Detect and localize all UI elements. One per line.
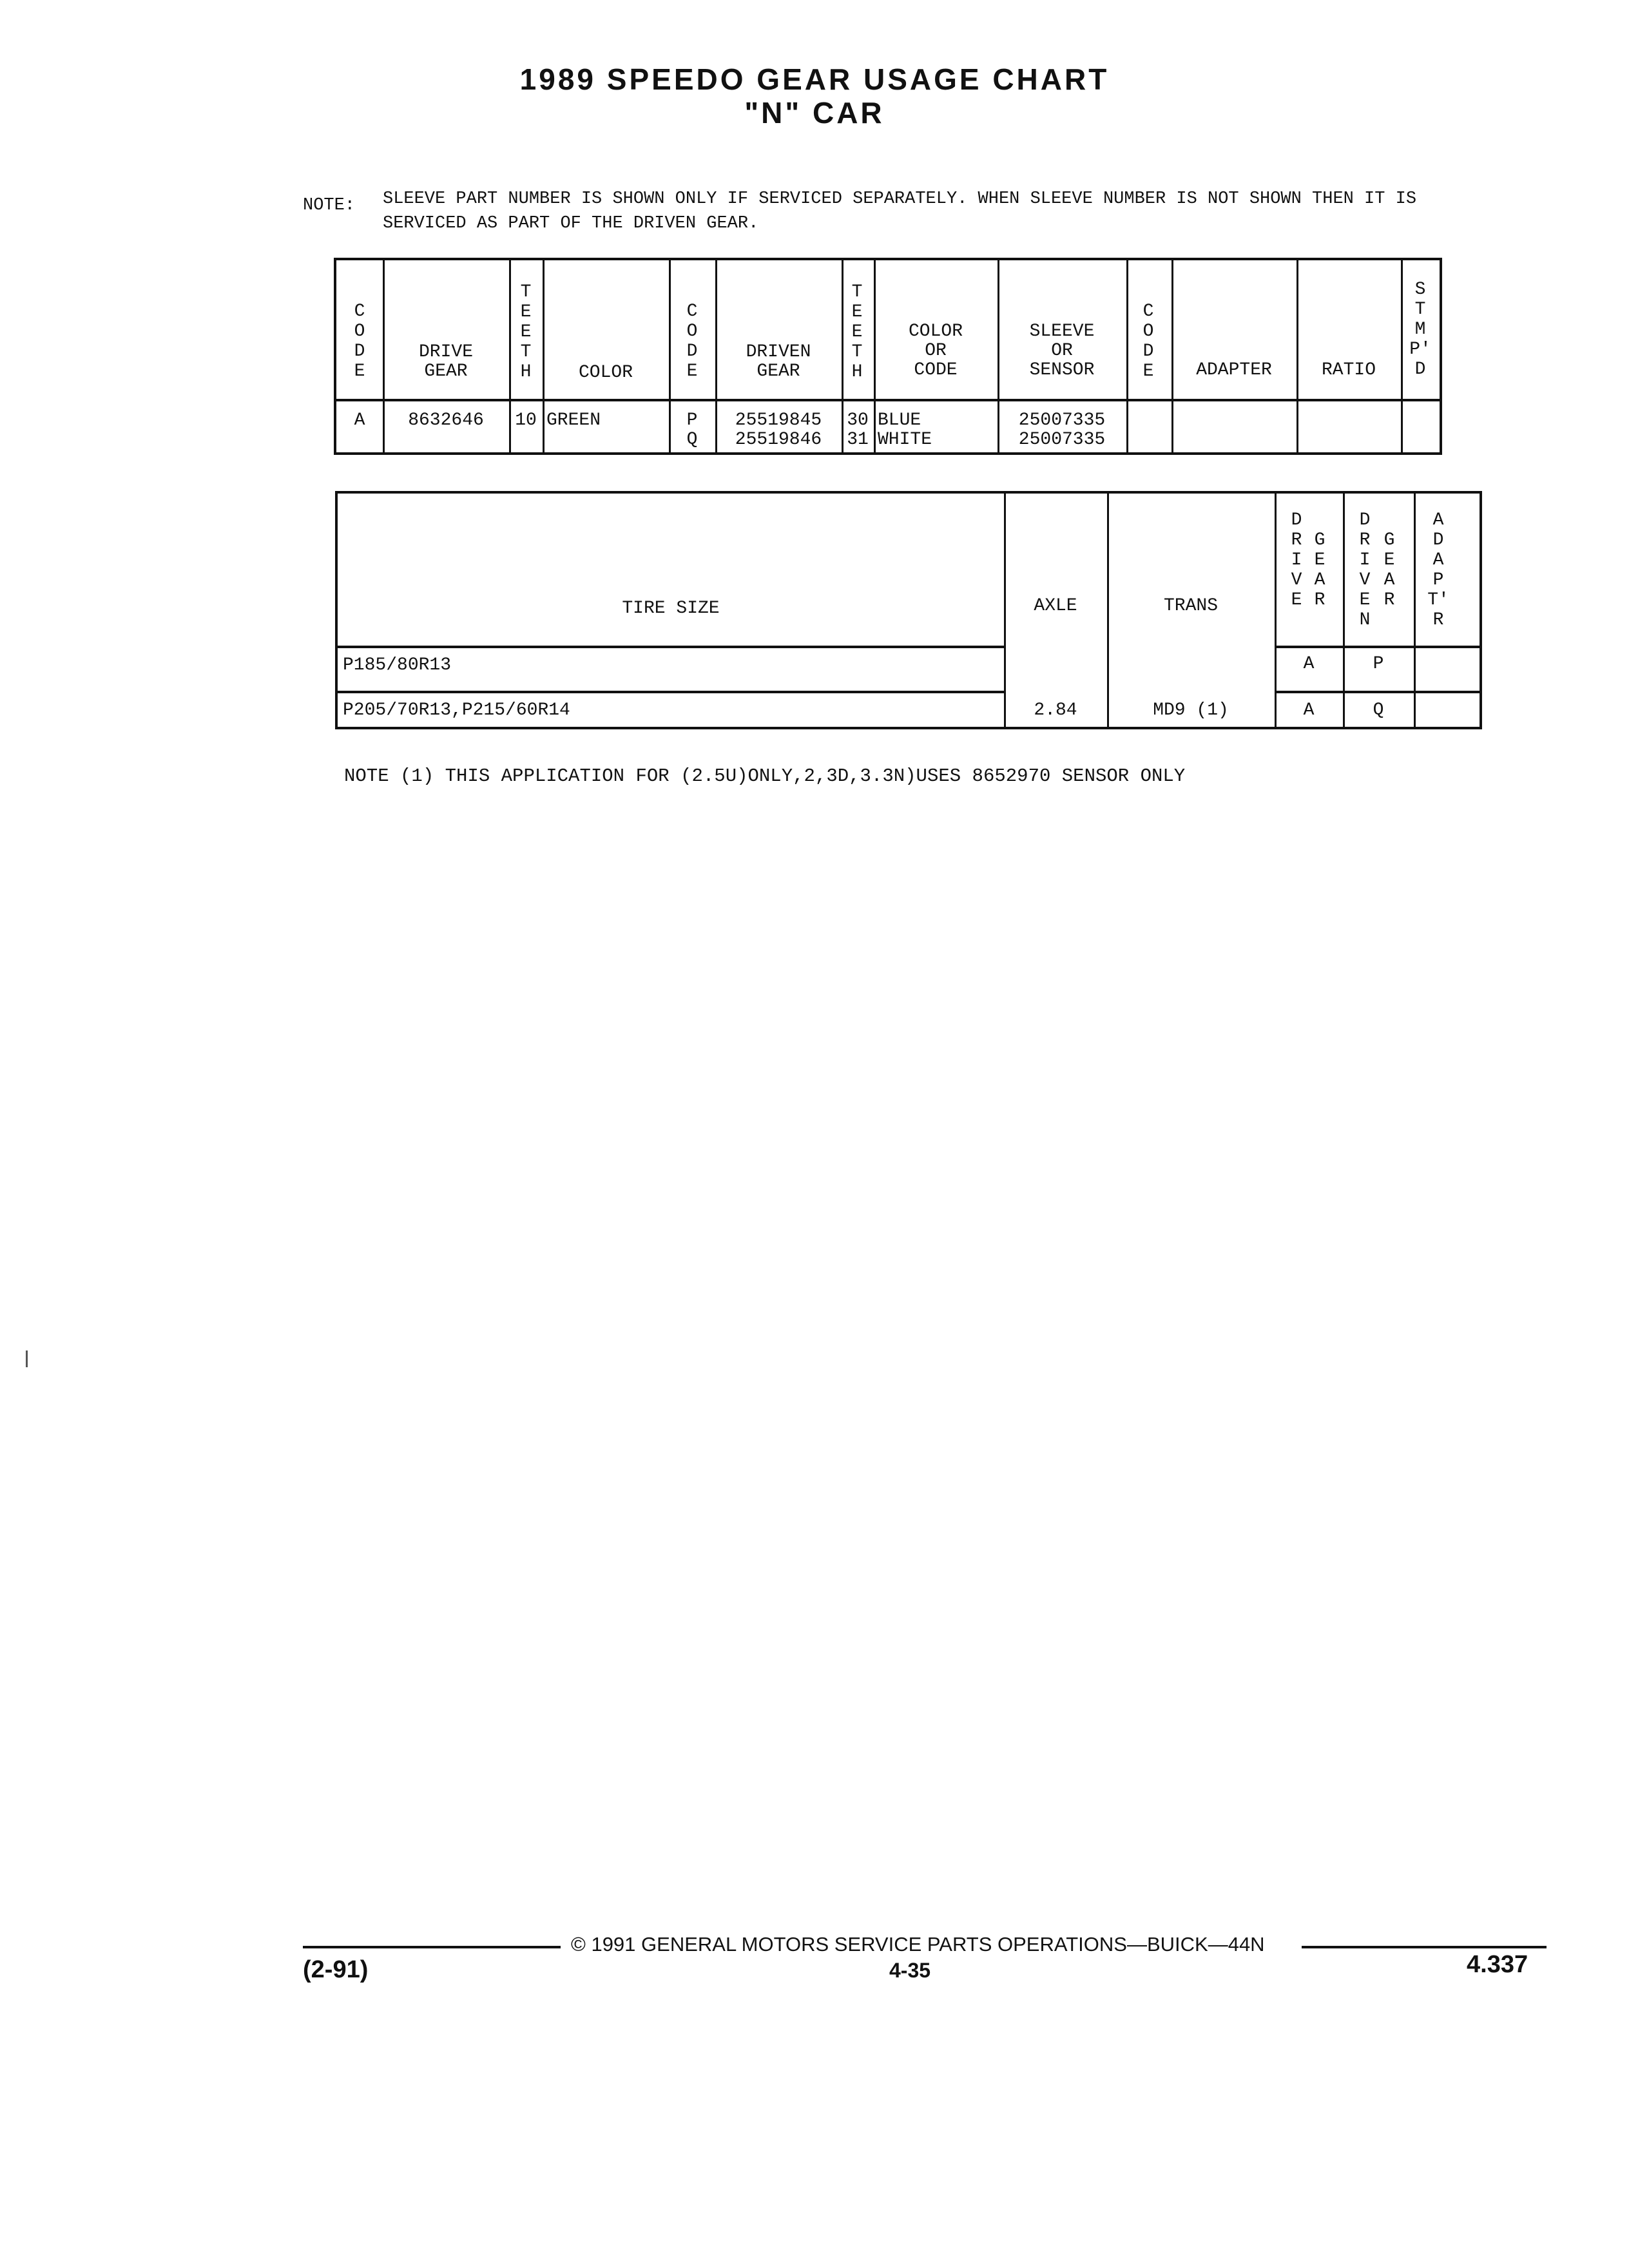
note-line-1: SLEEVE PART NUMBER IS SHOWN ONLY IF SERVICED SEPARATELY. WHEN SLEEVE NUMBER IS NOT SHOWN THEN IT IS <box>383 189 1417 209</box>
usage-table <box>335 491 1482 729</box>
hdr-letter: C <box>354 302 365 322</box>
adapter-letter: R <box>1432 610 1444 630</box>
driven-code: Q <box>686 430 698 450</box>
stmpd-letter: M <box>1414 320 1426 340</box>
row-code: A <box>354 410 365 430</box>
gear-letter: A <box>1314 570 1325 590</box>
driven-teeth: 30 <box>847 410 869 430</box>
header-coc-line3: CODE <box>914 360 958 380</box>
row-drive-gear: 8632646 <box>408 410 484 430</box>
driven-letter: R <box>1359 530 1371 550</box>
hdr-letter: E <box>520 322 532 342</box>
gear-table-header-rule <box>336 399 1440 401</box>
header-code-3 <box>1135 302 1161 381</box>
adapter-letter: A <box>1432 550 1444 570</box>
page-subtitle: "N" CAR <box>744 96 885 130</box>
driven-row-1: P <box>1373 654 1384 674</box>
sleeve-number: 25007335 <box>1018 410 1106 430</box>
hdr-letter: O <box>354 322 365 341</box>
driven-code: P <box>686 410 698 430</box>
col-divider <box>1126 260 1128 452</box>
row-divider <box>338 646 1004 648</box>
footer-date: (2-91) <box>303 1956 369 1983</box>
footer-page-center: 4-35 <box>889 1959 931 1982</box>
drive-letter: D <box>1291 510 1302 530</box>
row-driven-teeth <box>842 411 874 450</box>
header-drive-gear <box>383 343 509 381</box>
hdr-letter: C <box>686 302 698 322</box>
hdr-letter: E <box>1142 361 1154 381</box>
drive-row-2: A <box>1303 700 1315 720</box>
hdr-letter: T <box>851 282 863 302</box>
row-sleeves <box>998 411 1126 450</box>
header-driven-gear-a <box>1352 510 1378 630</box>
header-drive-gear-b <box>1307 530 1333 610</box>
header-adapter <box>1425 510 1451 630</box>
header-tire-size: TIRE SIZE <box>622 599 720 619</box>
header-driven-gear-line1: DRIVEN <box>746 342 811 362</box>
header-teeth <box>513 282 539 382</box>
footer-rule-left <box>303 1946 561 1948</box>
gear-letter: E <box>1383 550 1395 570</box>
header-coc-line1: COLOR <box>908 322 963 341</box>
note-text <box>383 187 1607 236</box>
gear-letter: E <box>1314 550 1325 570</box>
driven-letter: V <box>1359 570 1371 590</box>
stmpd-letter: T <box>1414 300 1426 320</box>
note-label: NOTE: <box>303 196 356 215</box>
header-coc-line2: OR <box>925 341 947 361</box>
scan-mark <box>26 1350 28 1367</box>
header-teeth-2 <box>844 282 870 382</box>
header-color-or-code <box>874 322 998 380</box>
driven-gear: 25519846 <box>735 430 822 450</box>
footer-rule-right <box>1302 1946 1547 1948</box>
hdr-letter: E <box>354 361 365 381</box>
hdr-letter: E <box>851 322 863 342</box>
drive-letter: R <box>1291 530 1302 550</box>
header-axle: AXLE <box>1034 596 1077 616</box>
header-adapter: ADAPTER <box>1196 360 1272 380</box>
gear-letter: A <box>1383 570 1395 590</box>
hdr-letter: E <box>851 302 863 322</box>
header-driven-gear <box>715 343 842 381</box>
header-color: COLOR <box>578 363 633 383</box>
tire-size-row-2: P205/70R13,P215/60R14 <box>343 700 570 720</box>
drive-row-1: A <box>1303 654 1315 674</box>
header-sleeve-line1: SLEEVE <box>1029 322 1095 341</box>
header-sleeve-or-sensor <box>998 322 1126 380</box>
hdr-letter: H <box>520 362 532 382</box>
drive-letter: E <box>1291 590 1302 610</box>
tire-size-row-1: P185/80R13 <box>343 655 452 675</box>
col-divider <box>1401 260 1403 452</box>
hdr-letter: H <box>851 362 863 382</box>
header-sleeve-line2: OR <box>1051 341 1073 361</box>
col-divider <box>543 260 545 452</box>
hdr-letter: C <box>1142 302 1154 322</box>
hdr-letter: T <box>520 342 532 362</box>
axle-value: 2.84 <box>1034 700 1077 720</box>
note-line-2: SERVICED AS PART OF THE DRIVEN GEAR. <box>383 214 759 233</box>
row-divider <box>338 691 1004 693</box>
row-driven-gears <box>715 411 842 450</box>
row-teeth: 10 <box>515 410 537 430</box>
drive-letter: I <box>1291 550 1302 570</box>
header-drive-gear-line2: GEAR <box>424 361 468 381</box>
hdr-letter: O <box>1142 322 1154 341</box>
hdr-letter: D <box>686 341 698 361</box>
header-code-2 <box>679 302 705 381</box>
row-color: GREEN <box>546 410 601 430</box>
hdr-letter: T <box>851 342 863 362</box>
gear-letter: G <box>1383 530 1395 550</box>
hdr-letter: E <box>686 361 698 381</box>
hdr-letter: O <box>686 322 698 341</box>
adapter-letter: T' <box>1427 590 1449 610</box>
header-sleeve-line3: SENSOR <box>1029 360 1095 380</box>
stmpd-letter: S <box>1414 280 1426 300</box>
header-driven-gear-b <box>1376 530 1402 610</box>
driven-color: WHITE <box>878 430 932 450</box>
driven-gear: 25519845 <box>735 410 822 430</box>
header-ratio: RATIO <box>1321 360 1376 380</box>
footer-copyright: © 1991 GENERAL MOTORS SERVICE PARTS OPERATIONS—BUICK—44N <box>571 1933 1265 1956</box>
driven-letter: D <box>1359 510 1371 530</box>
page-title: 1989 SPEEDO GEAR USAGE CHART <box>519 62 1110 96</box>
driven-row-2: Q <box>1373 700 1384 720</box>
gear-letter: G <box>1314 530 1325 550</box>
stmpd-letter: P' <box>1409 340 1431 360</box>
sleeve-number: 25007335 <box>1018 430 1106 450</box>
header-drive-gear-a <box>1284 510 1309 610</box>
hdr-letter: T <box>520 282 532 302</box>
adapter-letter: P <box>1432 570 1444 590</box>
row-driven-codes <box>669 411 715 450</box>
drive-letter: V <box>1291 570 1302 590</box>
row-divider <box>1275 691 1480 693</box>
hdr-letter: E <box>520 302 532 322</box>
trans-value: MD9 (1) <box>1153 700 1229 720</box>
gear-letter: R <box>1314 590 1325 610</box>
footer-page-right: 4.337 <box>1467 1951 1528 1978</box>
footnote: NOTE (1) THIS APPLICATION FOR (2.5U)ONLY,2,3D,3.3N)USES 8652970 SENSOR ONLY <box>344 765 1186 787</box>
header-code <box>347 302 372 381</box>
col-divider <box>1296 260 1298 452</box>
driven-color: BLUE <box>878 410 921 430</box>
row-driven-colors <box>878 411 932 450</box>
driven-letter: N <box>1359 610 1371 630</box>
driven-letter: E <box>1359 590 1371 610</box>
hdr-letter: D <box>1142 341 1154 361</box>
header-driven-gear-line2: GEAR <box>757 361 800 381</box>
driven-teeth: 31 <box>847 430 869 450</box>
header-stmpd <box>1407 280 1433 380</box>
driven-letter: I <box>1359 550 1371 570</box>
header-drive-gear-line1: DRIVE <box>418 342 473 362</box>
hdr-letter: D <box>354 341 365 361</box>
gear-letter: R <box>1383 590 1395 610</box>
row-divider <box>1275 646 1480 648</box>
adapter-letter: A <box>1432 510 1444 530</box>
col-divider <box>1171 260 1173 452</box>
gear-table <box>334 258 1442 455</box>
stmpd-letter: D <box>1414 360 1426 380</box>
header-trans: TRANS <box>1163 596 1218 616</box>
adapter-letter: D <box>1432 530 1444 550</box>
